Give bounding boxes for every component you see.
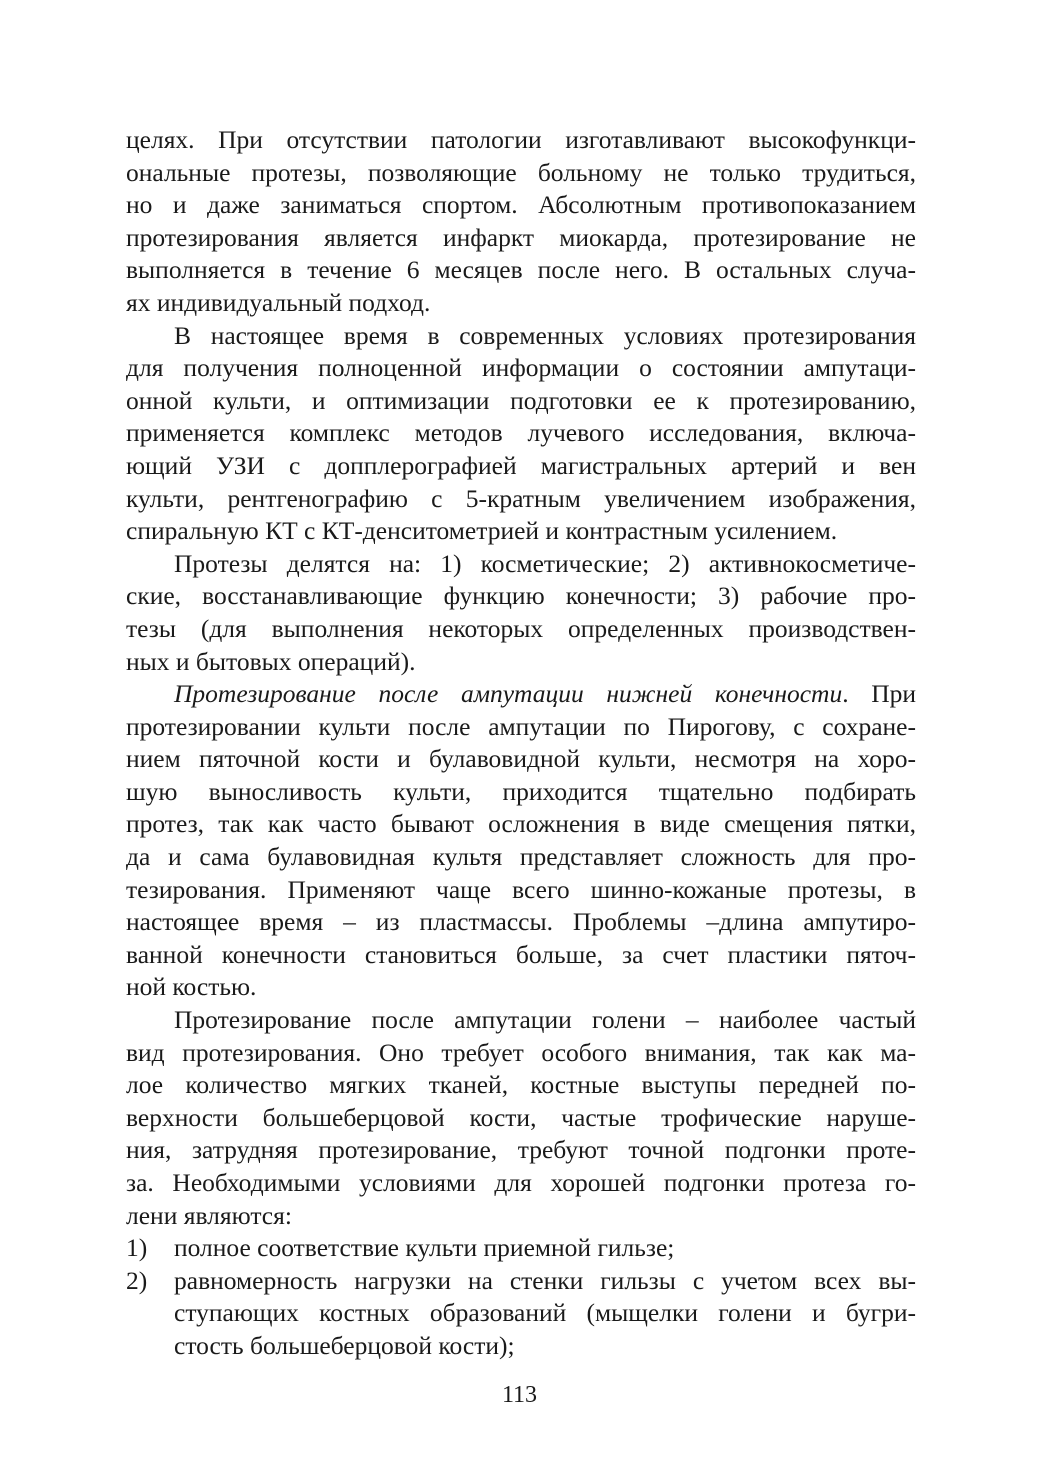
paragraph-2	[126, 320, 916, 548]
page-number: 113	[501, 1382, 538, 1408]
text-line: ных и бытовых операций).	[126, 646, 416, 676]
text-line: ские, восстанавливающие функцию конечности; 3) рабочие про-	[126, 581, 916, 611]
text-line: для получения полноценной информации о состоянии ампутаци-	[126, 353, 916, 383]
text-line: культи, рентгенографию с 5-кратным увеличением изображения,	[126, 483, 916, 513]
text-line: применяется комплекс методов лучевого исследования, включа-	[126, 418, 916, 448]
page-body	[126, 124, 916, 1363]
text-line: ях индивидуальный подход.	[126, 287, 431, 317]
text-line	[126, 678, 916, 711]
text-line: вид протезирования. Оно требует особого внимания, так как ма-	[126, 1037, 916, 1067]
text-line: протезировании культи после ампутации по Пирогову, с сохране-	[126, 711, 916, 741]
text-line: Протезирование после ампутации голени – наиболее частый	[174, 1005, 916, 1035]
text-line: онной культи, и оптимизации подготовки ее к протезированию,	[126, 385, 916, 415]
text-line: но и даже заниматься спортом. Абсолютным противопоказанием	[126, 190, 916, 220]
numbered-list	[126, 1232, 916, 1362]
text-line: ональные протезы, позволяющие больному не только трудиться,	[126, 157, 916, 187]
text-line: спиральную КТ с КТ-денситометрией и контрастным усилением.	[126, 516, 838, 546]
text-line: верхности большеберцовой кости, частые трофические наруше-	[126, 1102, 916, 1132]
paragraph-5	[126, 1004, 916, 1232]
text-line: В настоящее время в современных условиях протезирования	[174, 320, 916, 350]
text-line: ной костью.	[126, 972, 257, 1002]
list-item-number: 1)	[126, 1233, 148, 1263]
paragraph-3	[126, 548, 916, 678]
text-line: выполняется в течение 6 месяцев после него. В остальных случа-	[126, 255, 916, 285]
text-line: ющий УЗИ с допплерографией магистральных артерий и вен	[126, 450, 916, 480]
list-item-number: 2)	[126, 1265, 148, 1295]
text-line: тезы (для выполнения некоторых определенных производствен-	[126, 613, 916, 643]
text-line: да и сама булавовидная культя представляет сложность для про-	[126, 842, 916, 872]
text-line: шую выносливость культи, приходится тщательно подбирать	[126, 776, 916, 806]
paragraph-4	[126, 678, 916, 1004]
text-line: ния, затрудняя протезирование, требуют точной подгонки проте-	[126, 1135, 916, 1165]
text-line: лое количество мягких тканей, костные выступы передней по-	[126, 1070, 916, 1100]
text-fragment: . При	[842, 679, 917, 709]
text-line: ванной конечности становиться больше, за счет пластики пяточ-	[126, 939, 916, 969]
list-item-text: стость большеберцовой кости);	[174, 1330, 515, 1360]
text-line: за. Необходимыми условиями для хорошей подгонки протеза го-	[126, 1168, 916, 1197]
list-item	[126, 1265, 916, 1363]
list-item-text: полное соответствие культи приемной гильзе;	[174, 1233, 675, 1263]
paragraph-1	[126, 124, 916, 320]
list-item-text: равномерность нагрузки на стенки гильзы с учетом всех вы-	[174, 1265, 916, 1295]
text-line: настоящее время – из пластмассы. Проблемы –длина ампутиро-	[126, 907, 916, 937]
text-line: нием пяточной кости и булавовидной культи, несмотря на хоро-	[126, 744, 916, 774]
text-line: лени являются:	[126, 1200, 292, 1230]
text-line: протезирования является инфаркт миокарда, протезирование не	[126, 222, 916, 252]
text-line: Протезы делятся на: 1) косметические; 2) активнокосметиче-	[174, 548, 916, 578]
section-heading-inline: Протезирование после ампутации нижней конечности	[174, 679, 843, 709]
list-item-text: ступающих костных образований (мыщелки голени и бугри-	[174, 1298, 916, 1328]
text-line: протез, так как часто бывают осложнения в виде смещения пятки,	[126, 809, 916, 839]
text-line: тезирования. Применяют чаще всего шинно-кожаные протезы, в	[126, 874, 916, 904]
list-item	[126, 1232, 916, 1265]
text-line: целях. При отсутствии патологии изготавливают высокофункци-	[126, 125, 916, 154]
